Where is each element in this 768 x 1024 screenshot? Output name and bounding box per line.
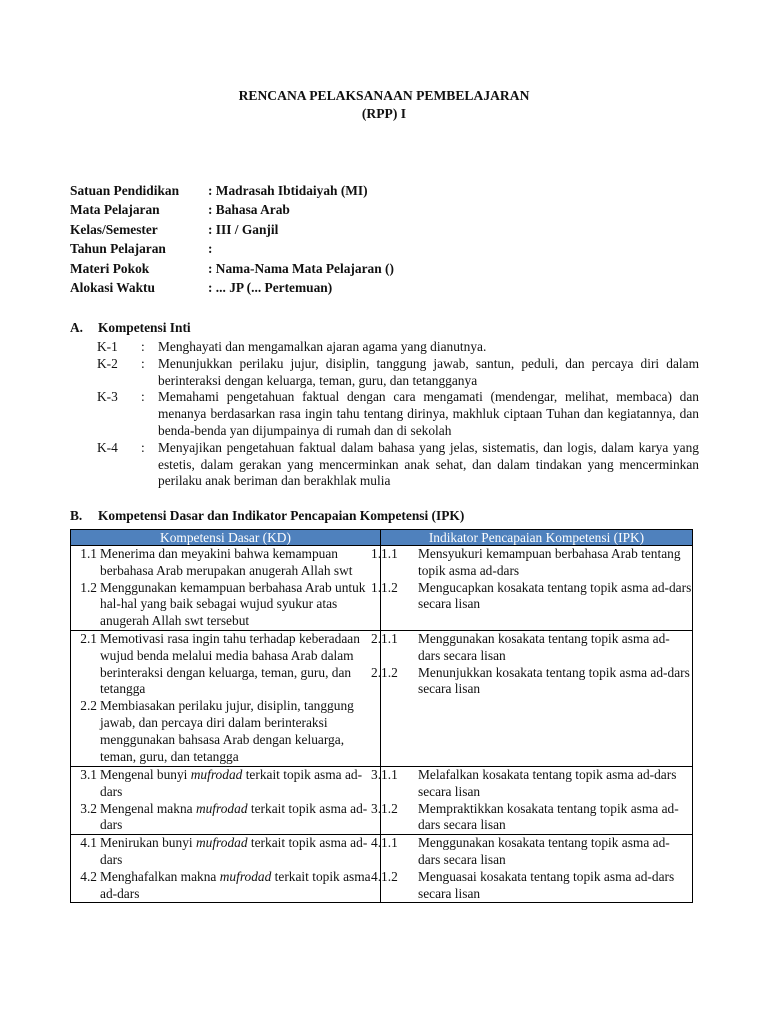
kd-number: 2.2 <box>80 698 97 714</box>
ipk-number: 2.1.1 <box>371 631 398 646</box>
ipk-item <box>371 800 692 835</box>
kd-item <box>71 835 380 869</box>
meta-value: : III / Ganjil <box>208 221 279 237</box>
kd-text: Menerima dan meyakini bahwa kemampuan berbahasa Arab merupakan anugerah Allah swt <box>100 546 353 578</box>
meta-value: : Bahasa Arab <box>208 202 290 218</box>
ipk-text: Menunjukkan kosakata tentang topik asma ad-dars secara lisan <box>418 664 690 697</box>
ipk-text: Menguasai kosakata tentang topik asma ad-dars secara lisan <box>418 868 675 901</box>
ipk-item <box>371 631 692 665</box>
ipk-cell <box>371 546 693 631</box>
ki-code: K-4 <box>97 439 118 455</box>
kd-item <box>71 698 380 765</box>
meta-row-mapel <box>70 202 394 221</box>
ki-colon: : <box>141 389 145 405</box>
meta-value: : ... JP (... Pertemuan) <box>208 279 333 295</box>
identity-block <box>70 183 394 299</box>
kd-text: Menirukan bunyi mufrodad terkait topik asma ad-dars <box>100 835 368 867</box>
kd-item <box>71 869 380 903</box>
ki-code: K-3 <box>97 389 118 405</box>
section-title: Kompetensi Dasar dan Indikator Pencapaian Kompetensi (IPK) <box>98 508 465 523</box>
ki-text: Menghayati dan mengamalkan ajaran agama yang dianutnya. <box>158 339 487 354</box>
kd-text: Menggunakan kemampuan berbahasa Arab untuk hal-hal yang baik sebagai wujud syukur atas anugerah Allah swt tersebut <box>100 579 366 629</box>
ki-item <box>97 440 699 490</box>
kd-cell <box>71 835 381 903</box>
section-a-heading <box>70 320 191 337</box>
ipk-text: Melafalkan kosakata tentang topik asma ad-dars secara lisan <box>418 767 677 799</box>
kd-item <box>71 801 380 835</box>
ipk-number: 4.1.2 <box>371 868 398 884</box>
ki-text: Memahami pengetahuan faktual dengan cara mengamati (mendengar, melihat, membaca) dan menanya berdasarkan rasa ingin tahu tentang dirinya, makhluk ciptaan Tuhan dan kegiatannya, dan benda-benda yan dijumpainya di rumah dan di sekolah <box>158 389 699 438</box>
ki-code: K-2 <box>97 355 118 371</box>
ki-item <box>97 339 699 356</box>
kd-number: 4.1 <box>80 835 97 851</box>
ipk-cell <box>371 631 693 767</box>
kd-number: 1.2 <box>80 579 97 595</box>
table-row <box>71 631 693 767</box>
kompetensi-inti-list <box>97 339 699 490</box>
kd-number: 3.1 <box>80 767 97 782</box>
section-b-heading <box>70 508 464 525</box>
ipk-number: 3.1.2 <box>371 800 398 816</box>
ipk-text: Mengucapkan kosakata tentang topik asma ad-dars secara lisan <box>418 579 692 612</box>
document-subtitle: (RPP) I <box>361 106 407 121</box>
ipk-number: 3.1.1 <box>371 767 398 782</box>
meta-row-satuan <box>70 183 394 202</box>
ki-colon: : <box>141 439 145 455</box>
meta-value: : Madrasah Ibtidaiyah (MI) <box>208 183 368 198</box>
meta-value: : Nama-Nama Mata Pelajaran () <box>208 260 394 276</box>
meta-value: : <box>208 241 213 257</box>
kd-text: Menghafalkan makna mufrodad terkait topik asma ad-dars <box>100 868 371 901</box>
kd-number: 4.2 <box>80 868 97 884</box>
kd-number: 1.1 <box>80 546 97 561</box>
ipk-number: 1.1.2 <box>371 579 398 595</box>
kd-ipk-table <box>70 529 693 903</box>
table-row <box>71 835 693 903</box>
kd-number: 2.1 <box>80 631 97 646</box>
ipk-cell <box>371 835 693 903</box>
ipk-text: Menggunakan kosakata tentang topik asma ad-dars secara lisan <box>418 835 670 867</box>
ipk-number: 2.1.2 <box>371 664 398 680</box>
ipk-item <box>371 868 692 903</box>
ipk-item <box>371 835 692 869</box>
kd-text: Memotivasi rasa ingin tahu terhadap keberadaan wujud benda melalui media bahasa Arab dalam berinteraksi dengan keluarga, teman, guru, dan tetangga <box>100 631 360 697</box>
document-title: RENCANA PELAKSANAAN PEMBELAJARAN <box>238 88 530 103</box>
ipk-item <box>371 579 692 614</box>
table-row <box>71 767 693 835</box>
column-header-ipk: Indikator Pencapaian Kompetensi (IPK) <box>381 530 693 546</box>
ipk-text: Mempraktikkan kosakata tentang topik asma ad-dars secara lisan <box>418 800 679 833</box>
table-header-row <box>71 530 693 546</box>
kd-text: Mengenal makna mufrodad terkait topik asma ad-dars <box>100 800 368 833</box>
kd-cell <box>71 767 381 835</box>
kd-item <box>71 546 380 580</box>
ipk-text: Menggunakan kosakata tentang topik asma ad-dars secara lisan <box>418 631 670 663</box>
ipk-cell <box>371 767 693 835</box>
section-title: Kompetensi Inti <box>98 320 191 335</box>
ki-text: Menyajikan pengetahuan faktual dalam bahasa yang jelas, sistematis, dan logis, dalam karya yang estetis, dalam gerakan yang mencerminkan anak sehat, dan dalam tindakan yang mencerminkan perilaku anak beriman dan berakhlak mulia <box>158 439 699 489</box>
meta-label: Mata Pelajaran <box>70 202 160 218</box>
ki-item <box>97 356 699 390</box>
section-letter: B. <box>70 508 83 523</box>
ipk-item <box>371 664 692 699</box>
meta-label: Satuan Pendidikan <box>70 183 180 198</box>
ki-code: K-1 <box>97 339 118 354</box>
meta-label: Kelas/Semester <box>70 221 158 237</box>
kd-item <box>71 767 380 801</box>
ki-text: Menunjukkan perilaku jujur, disiplin, tanggung jawab, santun, peduli, dan percaya diri dalam berinteraksi dengan keluarga, teman, guru, dan tetangganya <box>158 355 699 388</box>
meta-row-alokasi <box>70 280 394 299</box>
kd-item <box>71 580 380 630</box>
meta-label: Alokasi Waktu <box>70 279 155 295</box>
ipk-item <box>371 767 692 801</box>
kd-cell <box>71 546 381 631</box>
kd-cell <box>71 631 381 767</box>
meta-row-kelas <box>70 222 394 241</box>
meta-label: Materi Pokok <box>70 260 150 276</box>
ipk-number: 1.1.1 <box>371 546 398 561</box>
ipk-text: Mensyukuri kemampuan berbahasa Arab tentang topik asma ad-dars <box>418 546 681 578</box>
kd-item <box>71 631 380 698</box>
kd-number: 3.2 <box>80 800 97 816</box>
meta-row-tahun <box>70 241 394 260</box>
ki-item <box>97 389 699 439</box>
ki-colon: : <box>141 355 145 371</box>
section-letter: A. <box>70 320 84 335</box>
ki-colon: : <box>141 339 145 354</box>
ipk-number: 4.1.1 <box>371 835 398 851</box>
table-row <box>71 546 693 631</box>
kd-text: Membiasakan perilaku jujur, disiplin, tanggung jawab, dan percaya diri dalam berinteraksi menggunakan bahsasa Arab dengan keluarga, teman, guru, dan tetangga <box>100 698 354 764</box>
column-header-kd: Kompetensi Dasar (KD) <box>71 530 381 546</box>
meta-label: Tahun Pelajaran <box>70 241 166 257</box>
ipk-item <box>371 546 692 580</box>
kd-text: Mengenal bunyi mufrodad terkait topik asma ad-dars <box>100 767 363 799</box>
meta-row-materi <box>70 261 394 280</box>
